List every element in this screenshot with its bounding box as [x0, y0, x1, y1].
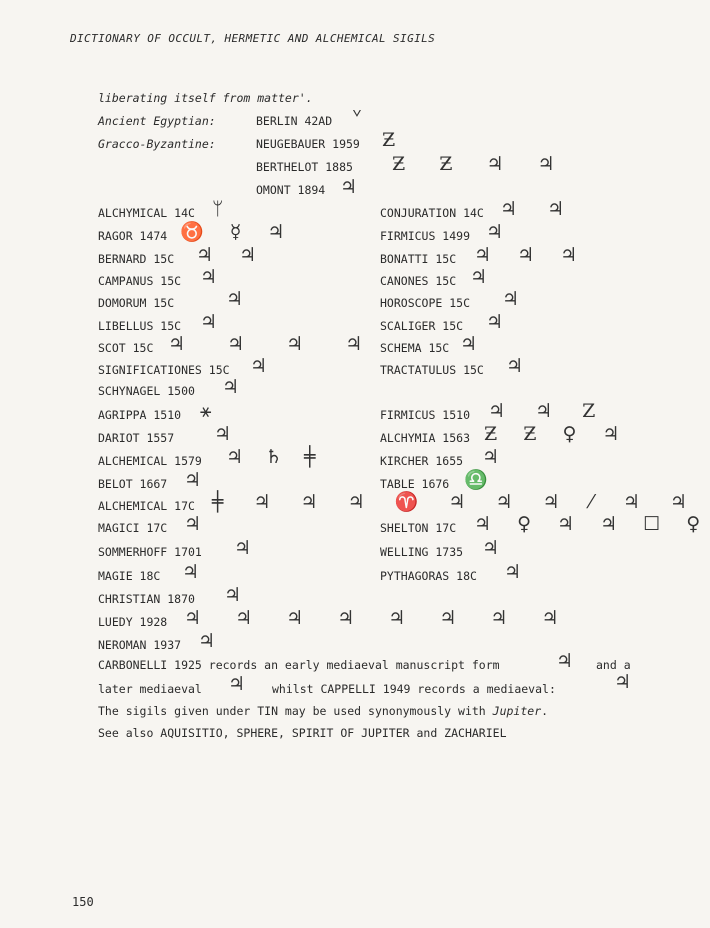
entry-source: CHRISTIAN 1870	[98, 592, 195, 606]
entry-source: SCOT 15C	[98, 341, 154, 355]
note-carbonelli: CARBONELLI 1925 records an early mediaeval manuscript form	[98, 658, 500, 672]
sigil-glyphs: ♃	[198, 630, 219, 652]
note-tin-end: .	[541, 704, 549, 718]
entry-source: LIBELLUS 15C	[98, 319, 182, 333]
entry-source: SCALIGER 15C	[380, 319, 464, 333]
sigil-glyphs: ♃	[506, 355, 527, 377]
sigil-glyphs: ♃	[482, 446, 503, 468]
entry-source: NEROMAN 1937	[98, 638, 182, 652]
sigil-glyphs: ♃	[184, 513, 205, 535]
sigil-glyphs: ♃ ♃	[500, 198, 577, 220]
entry-source: SOMMERHOFF 1701	[98, 545, 202, 559]
sigil-glyphs: Ƶ Ƶ ♃ ♃	[392, 153, 569, 175]
entry-source: MAGIE 18C	[98, 569, 161, 583]
intro-source: NEUGEBAUER 1959	[256, 137, 360, 151]
sigil-glyphs: ♃	[224, 584, 245, 606]
entry-source: BERNARD 15C	[98, 252, 175, 266]
sigil-glyphs: ♃	[502, 288, 523, 310]
entry-source: DARIOT 1557	[98, 431, 175, 445]
continuation-text: liberating itself from matter'.	[98, 91, 313, 105]
sigil-glyphs: ♃	[470, 266, 491, 288]
intro-label: Gracco-Byzantine:	[98, 137, 216, 151]
sigil-glyphs: ♃	[250, 355, 271, 377]
sigil-glyphs: ♃	[184, 469, 205, 491]
intro-label: Ancient Egyptian:	[98, 114, 216, 128]
sigil-glyphs: ♃	[460, 333, 481, 355]
entry-source: CAMPANUS 15C	[98, 274, 182, 288]
sigil-glyphs: ♃	[222, 376, 243, 398]
entry-source: LUEDY 1928	[98, 615, 168, 629]
sigil-glyphs: ♃	[556, 650, 577, 672]
sigil-glyphs: ♃	[482, 537, 503, 559]
sigil-glyphs: ♃	[200, 311, 221, 333]
note-carbonelli-end: and a	[596, 658, 631, 672]
entry-source: WELLING 1735	[380, 545, 464, 559]
entry-source: SHELTON 17C	[380, 521, 457, 535]
intro-source: BERTHELOT 1885	[256, 160, 353, 174]
note-tin-text: The sigils given under TIN may be used synonymously with	[98, 704, 493, 718]
entry-source: CANONES 15C	[380, 274, 457, 288]
sigil-glyphs: ♃	[226, 288, 247, 310]
sigil-glyphs: ♃	[486, 221, 507, 243]
sigil-glyphs: ♃	[486, 311, 507, 333]
entry-source: DOMORUM 15C	[98, 296, 175, 310]
entry-source: KIRCHER 1655	[380, 454, 464, 468]
sigil-glyphs: ᛘ	[212, 198, 227, 220]
entry-source: HOROSCOPE 15C	[380, 296, 471, 310]
entry-source: FIRMICUS 1510	[380, 408, 471, 422]
sigil-glyphs: ♃	[504, 561, 525, 583]
note-see-also: See also AQUISITIO, SPHERE, SPIRIT OF JUPITER and ZACHARIEL	[98, 726, 507, 740]
entry-source: ALCHEMICAL 1579	[98, 454, 202, 468]
sigil-glyphs: ♃	[200, 266, 221, 288]
entry-source: BONATTI 15C	[380, 252, 457, 266]
entry-source: TABLE 1676	[380, 477, 450, 491]
entry-source: SCHEMA 15C	[380, 341, 450, 355]
sigil-glyphs: ♃ ♄ ╪	[226, 446, 324, 468]
sigil-glyphs: ♃	[182, 561, 203, 583]
sigil-glyphs: ♃	[228, 673, 249, 695]
page-number: 150	[72, 895, 94, 909]
sigil-glyphs: ♃ ♃ ♃ ♃	[168, 333, 381, 355]
entry-source: ALCHEMICAL 17C	[98, 499, 195, 513]
entry-source: SIGNIFICATIONES 15C	[98, 363, 230, 377]
sigil-glyphs: ╪ ♃ ♃ ♃ ♈ ♃ ♃ ♃ ⁄ ♃ ♃	[212, 491, 699, 513]
sigil-glyphs: ♃ ♀ ♃ ♃ ☐ ♀	[474, 513, 710, 535]
note-tin	[98, 704, 548, 718]
intro-source: OMONT 1894	[256, 183, 326, 197]
entry-source: ALCHYMIA 1563	[380, 431, 471, 445]
entry-source: AGRIPPA 1510	[98, 408, 182, 422]
intro-source: BERLIN 42AD	[256, 114, 333, 128]
entry-source: FIRMICUS 1499	[380, 229, 471, 243]
entry-source: BELOT 1667	[98, 477, 168, 491]
sigil-glyphs: ♃	[340, 176, 361, 198]
sigil-glyphs: ᘁ	[352, 107, 365, 129]
sigil-glyphs: Ƶ Ƶ ♀ ♃	[484, 423, 630, 445]
entry-source: ALCHYMICAL 14C	[98, 206, 195, 220]
entry-source: CONJURATION 14C	[380, 206, 484, 220]
entry-source: TRACTATULUS 15C	[380, 363, 484, 377]
entry-source: RAGOR 1474	[98, 229, 168, 243]
note-later: later mediaeval	[98, 682, 202, 696]
sigil-glyphs: ♃	[214, 423, 235, 445]
note-tin-jupiter: Jupiter	[492, 704, 542, 718]
sigil-glyphs: ♃ ♃ Z	[488, 400, 608, 422]
entry-source: MAGICI 17C	[98, 521, 168, 535]
sigil-glyphs: ♃ ♃	[196, 244, 267, 266]
sigil-glyphs: ♃	[234, 537, 255, 559]
running-head: DICTIONARY OF OCCULT, HERMETIC AND ALCHEMICAL SIGILS	[70, 32, 436, 45]
sigil-glyphs: Ƶ	[382, 129, 399, 151]
sigil-glyphs: ♃ ♃ ♃ ♃ ♃ ♃ ♃ ♃	[184, 607, 573, 629]
sigil-glyphs: ♃	[614, 671, 635, 693]
note-cappelli: whilst CAPPELLI 1949 records a mediaeval:	[272, 682, 556, 696]
sigil-glyphs: ♎	[464, 469, 491, 491]
entry-source: PYTHAGORAS 18C	[380, 569, 477, 583]
sigil-glyphs: ⚹	[200, 400, 215, 422]
entry-source: SCHYNAGEL 1500	[98, 384, 195, 398]
sigil-glyphs: ♉ ☿ ♃	[180, 221, 295, 243]
sigil-glyphs: ♃ ♃ ♃	[474, 244, 588, 266]
